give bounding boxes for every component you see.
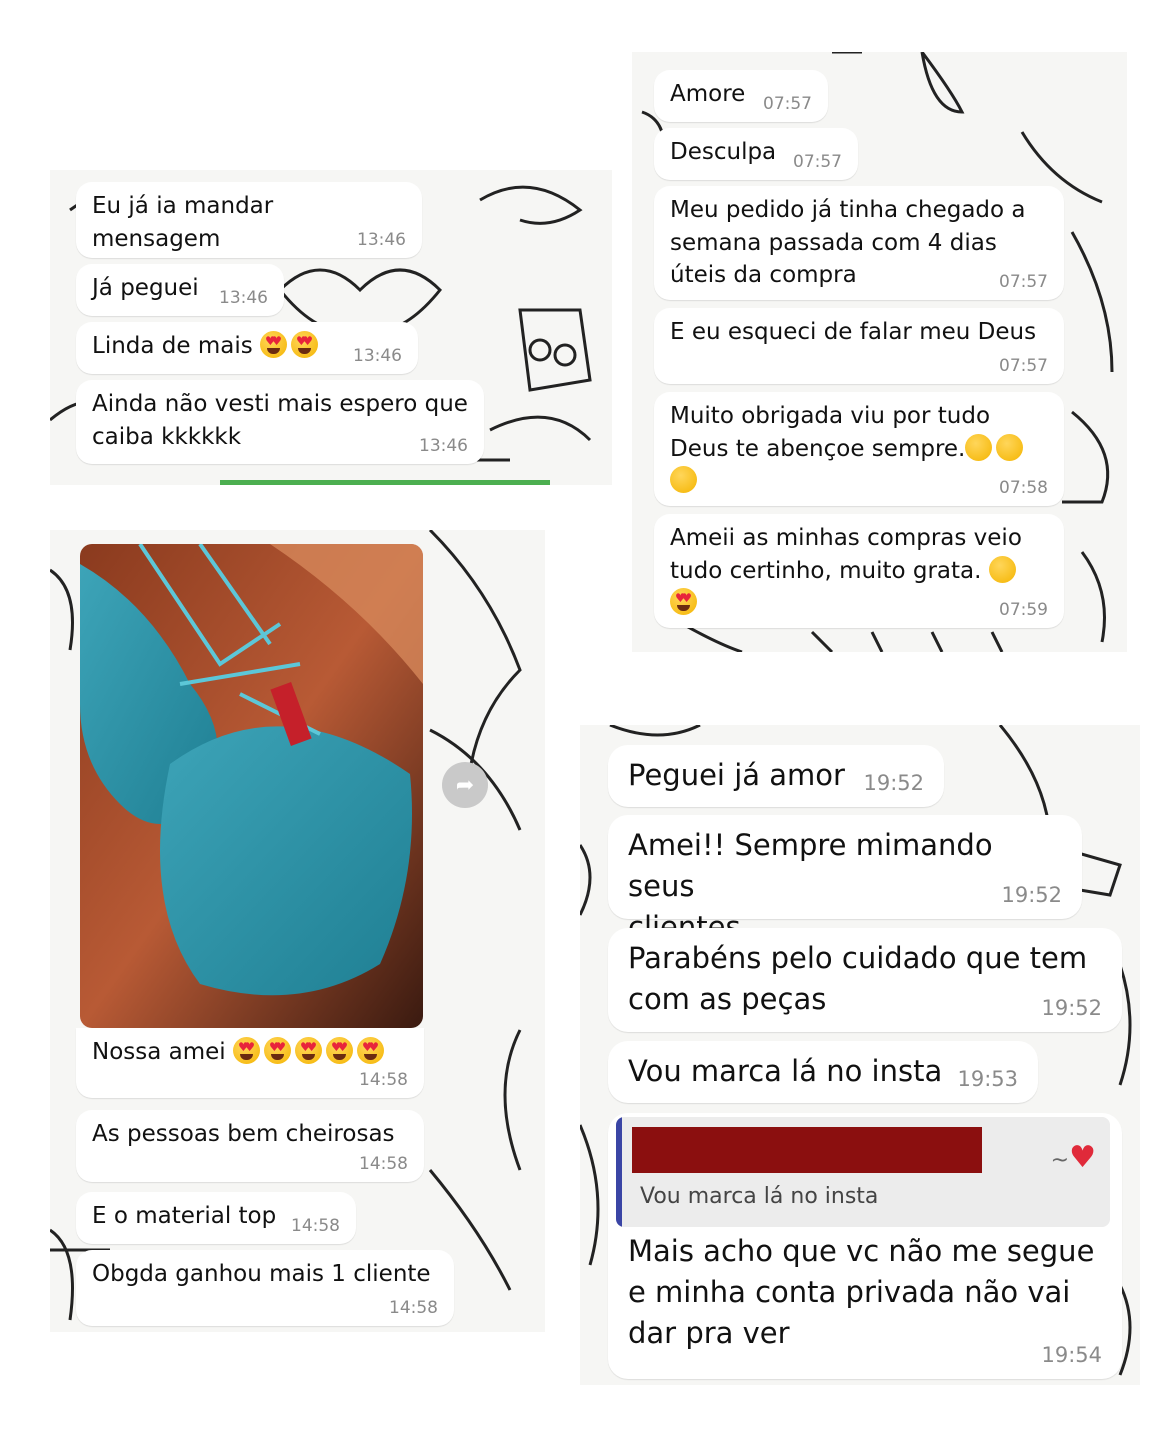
message-time: 13:46 [219,287,268,308]
message-bubble[interactable] [76,1250,454,1326]
message-text: Eu já ia mandar mensagem [92,193,281,252]
message-bubble[interactable] [608,745,944,807]
message-text: Meu pedido já tinha chegado a semana passada com 4 dias úteis da compra [670,197,1026,289]
quoted-message[interactable] [616,1117,1110,1227]
message-text: Já peguei [92,275,199,301]
chat-panel-bottom-right [580,725,1140,1385]
quote-accent-bar [616,1117,622,1227]
heart-eyes-emoji [295,1037,322,1064]
message-time: 07:57 [999,271,1048,292]
message-time: 19:53 [957,1067,1018,1092]
lingerie-photo-image [80,544,423,1028]
quoted-sender-prefix: ~ [1050,1148,1070,1173]
message-bubble[interactable] [654,128,858,180]
message-time: 14:58 [389,1297,438,1318]
message-time: 07:57 [793,151,842,172]
message-text: Mais acho que vc não me segue e minha conta privada não vai dar pra ver [628,1234,1095,1351]
message-bubble[interactable] [608,1041,1038,1103]
heart-eyes-emoji [670,588,697,615]
heart-eyes-emoji [233,1037,260,1064]
message-bubble[interactable] [76,322,418,374]
message-text: Amore [670,81,746,107]
reply-message-bubble[interactable] [608,1113,1122,1379]
quoted-text: Vou marca lá no insta [640,1184,879,1209]
message-text: Obgda ganhou mais 1 cliente [92,1261,431,1287]
message-bubble[interactable] [654,514,1064,628]
message-text: Nossa amei [92,1039,226,1065]
message-text: Peguei já amor [628,758,845,792]
message-bubble[interactable] [76,380,484,464]
message-bubble[interactable] [76,182,422,258]
heart-eyes-emoji [357,1037,384,1064]
message-text: Ainda não vesti mais espero que caiba kkkkkk [92,391,468,450]
message-text: Desculpa [670,139,777,165]
message-text: Parabéns pelo cuidado que tem com as peças [628,941,1088,1017]
message-text: As pessoas bem cheirosas [92,1121,395,1147]
heart-eyes-emoji [326,1037,353,1064]
message-text: E eu esqueci de falar meu Deus [670,319,1037,345]
message-text: E o material top [92,1203,277,1229]
message-bubble[interactable] [654,186,1064,300]
heart-eyes-emoji [291,331,318,358]
message-time: 07:57 [999,355,1048,376]
message-bubble[interactable] [608,928,1122,1032]
kissing-heart-emoji [670,466,697,493]
redacted-sender-name [632,1127,982,1173]
message-bubble[interactable] [654,392,1064,506]
hugging-emoji [989,556,1016,583]
message-time: 14:58 [359,1069,408,1090]
heart-reaction-icon: ♥ [1069,1140,1096,1175]
raised-hands-emoji [965,434,992,461]
chat-panel-top-right [632,52,1127,652]
message-time: 07:58 [999,477,1048,498]
message-bubble[interactable] [76,1192,356,1244]
message-bubble[interactable] [76,264,284,316]
message-time: 13:46 [357,229,406,250]
message-text: Ameii as minhas compras veio tudo certinho, muito grata. [670,525,1022,584]
forward-arrow-icon: ➦ [455,772,475,798]
heart-eyes-emoji [260,331,287,358]
quoted-sender [1051,1137,1096,1180]
message-time: 14:58 [359,1153,408,1174]
message-bubble[interactable] [608,815,1082,919]
message-text: Muito obrigada viu por tudo Deus te abençoe sempre. [670,403,991,462]
smiling-emoji [996,434,1023,461]
message-time: 13:46 [419,435,468,456]
message-time: 07:59 [999,599,1048,620]
chat-panel-top-left [50,170,612,485]
chat-panel-bottom-left [50,530,545,1332]
message-bubble[interactable] [76,1110,424,1182]
message-text: Amei!! Sempre mimando seus [628,828,993,904]
message-time: 07:57 [763,93,812,114]
message-bubble[interactable] [654,70,828,122]
message-bubble[interactable] [654,308,1064,384]
message-time: 19:54 [1041,1343,1102,1368]
message-bubble[interactable] [76,1028,424,1098]
lingerie-photo[interactable] [80,544,423,1028]
message-time: 19:52 [1001,883,1062,908]
message-time: 19:52 [1041,996,1102,1021]
message-time: 19:52 [863,771,924,796]
message-text: Linda de mais [92,333,253,359]
heart-eyes-emoji [264,1037,291,1064]
message-text: Vou marca lá no insta [628,1054,943,1088]
forward-button[interactable] [442,762,488,808]
message-time: 14:58 [291,1215,340,1236]
message-time: 13:46 [353,345,402,366]
